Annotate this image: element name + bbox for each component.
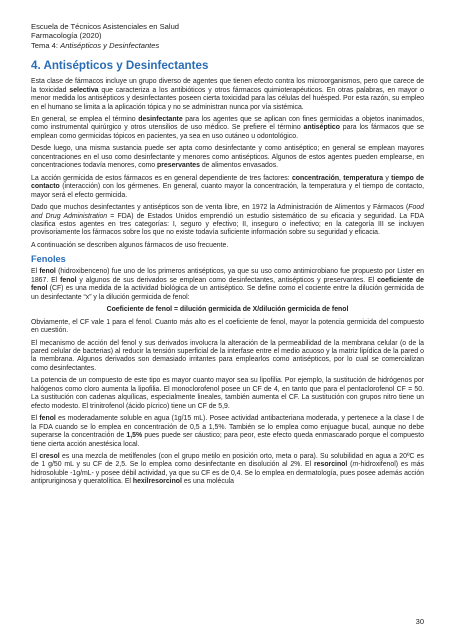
paragraph: [31, 453, 424, 487]
paragraph: [31, 415, 424, 449]
fenoles-section: [31, 268, 424, 302]
bold-term: selectiva: [69, 86, 99, 94]
text-run: = FDA) de Estados Unidos emprendió un estudio sistemático de su eficacia y seguridad. La FDA clasifica estos agentes en tres categorías: I, seguro y efectivo; II, inseguro o inefectivo; en la categoría III se incluyen provisoriamente los fármacos sobre los que no existe todavía suficiente información sobre su seguridad y eficacia.: [31, 212, 424, 237]
text-run: (interacción) con los gérmenes. En general, cuanto mayor la concentración, la temperatura y el tiempo de contacto, mayor será el efecto germicida.: [31, 183, 424, 199]
text-run: (: [347, 461, 353, 469]
header-topic-title: Antisépticos y Desinfectantes: [60, 40, 160, 50]
document-page: [31, 22, 424, 491]
text-run: A continuación se describen algunos fármacos de uso frecuente.: [31, 241, 229, 249]
text-run: de alimentos envasados.: [199, 162, 279, 170]
text-run: para los agentes que se aplican con fines germicidas a objetos inanimados, como instrumental quirúrgico y otros utensilios de uso médico. Se prefiere el término: [31, 116, 424, 132]
header-school: Escuela de Técnicos Asistenciales en Salud: [31, 22, 180, 31]
text-run: La acción germicida de estos fármacos es en general dependiente de tres factores:: [31, 174, 292, 182]
running-header: [31, 22, 424, 50]
italic-term: m: [352, 461, 359, 469]
bold-term: resorcinol: [313, 461, 348, 469]
intro-section: [31, 78, 424, 250]
paragraph: [31, 78, 424, 112]
text-run: (hidroxibenceno) fue uno de los primeros antisépticos, ya que su uso como antimicrobiano fue propuesto por Lister en 1867. El: [31, 268, 424, 284]
paragraph: [31, 377, 424, 411]
bold-term: tiempo de contacto: [31, 174, 424, 191]
phenol-coefficient-formula: Coeficiente de fenol = dilución germicida de X/dilución germicida de fenol: [106, 306, 349, 314]
text-run: es una mezcla de metilfenoles (con el grupo metilo en posición orto, meta o para). Su solubilidad en agua a 20ºC es de 1 g/50 mL y su CF de 2,5. Se lo emplea como desinfectante en disolución al 2%. El: [31, 452, 424, 469]
text-run: para los fármacos que se emplean como germicidas tópicos en pacientes, ya sea en uso cutáneo u odontológico.: [31, 124, 424, 140]
paragraph: [31, 340, 424, 374]
text-run: Dado que muchos desinfectantes y antisépticos son de venta libre, en 1972 la Administración de Alimentos y Fármacos (: [31, 204, 409, 212]
bold-term: temperatura: [343, 174, 384, 182]
paragraph: [31, 204, 424, 238]
bold-term: coeficiente de fenol: [31, 276, 424, 293]
text-run: En general, se emplea el término: [31, 116, 139, 124]
text-run: El: [31, 268, 40, 276]
text-run: pues puede ser cáustico; para peor, este efecto queda enmascarado porque el compuesto tiene cierta acción anestésica local.: [31, 432, 424, 448]
header-topic: [31, 41, 424, 50]
text-run: Obviamente, el CF vale 1 para el fenol. Cuanto más alto es el coeficiente de fenol, mayor la potencia germicida del compuesto en cuestión.: [31, 318, 424, 335]
bold-term: antiséptico: [303, 124, 340, 132]
text-run: Desde luego, una misma sustancia puede ser apta como desinfectante y como antiséptico; en general se emplean mayores concentraciones en el uso como desinfectante y menores como antisépticos. Algunos de estos agentes pueden emplearse, en concentraciones todavía menores, como: [31, 145, 424, 170]
bold-term: preservantes: [157, 162, 200, 170]
text-run: y algunos de sus derivados se emplean como desinfectantes, antisépticos y preservantes. El: [76, 276, 378, 284]
bold-term: concentración: [291, 174, 340, 182]
paragraph: [31, 175, 424, 200]
bold-term: hexilresorcinol: [132, 478, 182, 486]
paragraph: [31, 145, 424, 170]
bold-term: cresol: [39, 452, 60, 460]
bold-term: 1,5%: [126, 432, 143, 440]
header-topic-prefix: Tema 4:: [31, 40, 61, 50]
bold-term: desinfectante: [138, 116, 183, 124]
text-run: y: [383, 174, 392, 182]
text-run: El: [31, 452, 40, 460]
bold-term: fenol: [60, 276, 77, 284]
paragraph: [31, 319, 424, 336]
page-number: 30: [415, 617, 424, 626]
paragraph: [31, 268, 424, 302]
page-title: 4. Antisépticos y Desinfectantes: [31, 59, 209, 73]
bold-term: fenol: [39, 268, 56, 276]
text-run: La potencia de un compuesto de este tipo es mayor cuanto mayor sea su lipofilia. Por ejemplo, la sustitución de hidrógenos por halógenos como cloro aumenta la lipofilia. El monoclorofenol posee un CF de 4, en tanto que para el pentaclorofenol CF = 50. La sustitución con cadenas alquílicas, especialmente lineales, también aumenta el CF. La sustitución con grupos nitro tiene un efecto modesto. El trinitrofenol (ácido pícrico) tiene un CF de 5,9.: [31, 377, 424, 410]
text-run: -hidroxifenol) es más hidrosoluble -1g/mL- y posee débil actividad, ya que su CF es de 0,4. Se lo emplea en dermatología, pues posee además acción antipruriginosa y queratolítica. El: [31, 461, 425, 486]
fenoles-section-continued: [31, 319, 424, 487]
text-run: ,: [339, 174, 344, 182]
paragraph: [31, 116, 424, 141]
text-run: que caracteriza a los antibióticos y otros fármacos quimioterapéuticos. En otras palabras, en mayor o menor medida los antisépticos y desinfectantes poseen cierta toxicidad para las células del huésped. Por esta razón, su empleo en el humano se limita a la aplicación tópica y no se administran nunca por vía sistémica.: [31, 86, 424, 111]
text-run: Esta clase de fármacos incluye un grupo diverso de agentes que tienen efecto contra los microorganismos, pero que carece de la toxicidad: [31, 78, 424, 94]
paragraph: [31, 242, 424, 250]
section-title-fenoles: Fenoles: [31, 254, 66, 265]
text-run: (CF) es una medida de la actividad biológica de un antiséptico. Se define como el cociente entre la dilución germicida de un desinfectante “x” y la dilución germicida de fenol:: [31, 285, 424, 301]
text-run: El mecanismo de acción del fenol y sus derivados involucra la alteración de la permeabilidad de la membrana celular (o de la pared celular de bacterias) al reducir la tensión superficial de la interfase entre el medio acuoso y la matriz lipídica de la pared o la membrana. Algunos derivados son demasiado irritantes para emplearlos como antisépticos, por lo cual se comercializan como desinfectantes.: [31, 339, 424, 372]
text-run: es moderadamente soluble en agua (1g/15 mL). Posee actividad antibacteriana moderada, y pertenece a la clase I de la FDA cuando se lo emplea en concentración de 0,5 a 1,5%. También se lo emplea como enjuague bucal, aunque no debe superarse la concentración de: [31, 415, 425, 440]
bold-term: fenol: [39, 415, 56, 423]
italic-term: Food and Drug Administration: [31, 204, 424, 220]
text-run: El: [31, 415, 40, 423]
header-course: Farmacología (2020): [31, 31, 102, 41]
text-run: es una molécula: [181, 478, 235, 486]
